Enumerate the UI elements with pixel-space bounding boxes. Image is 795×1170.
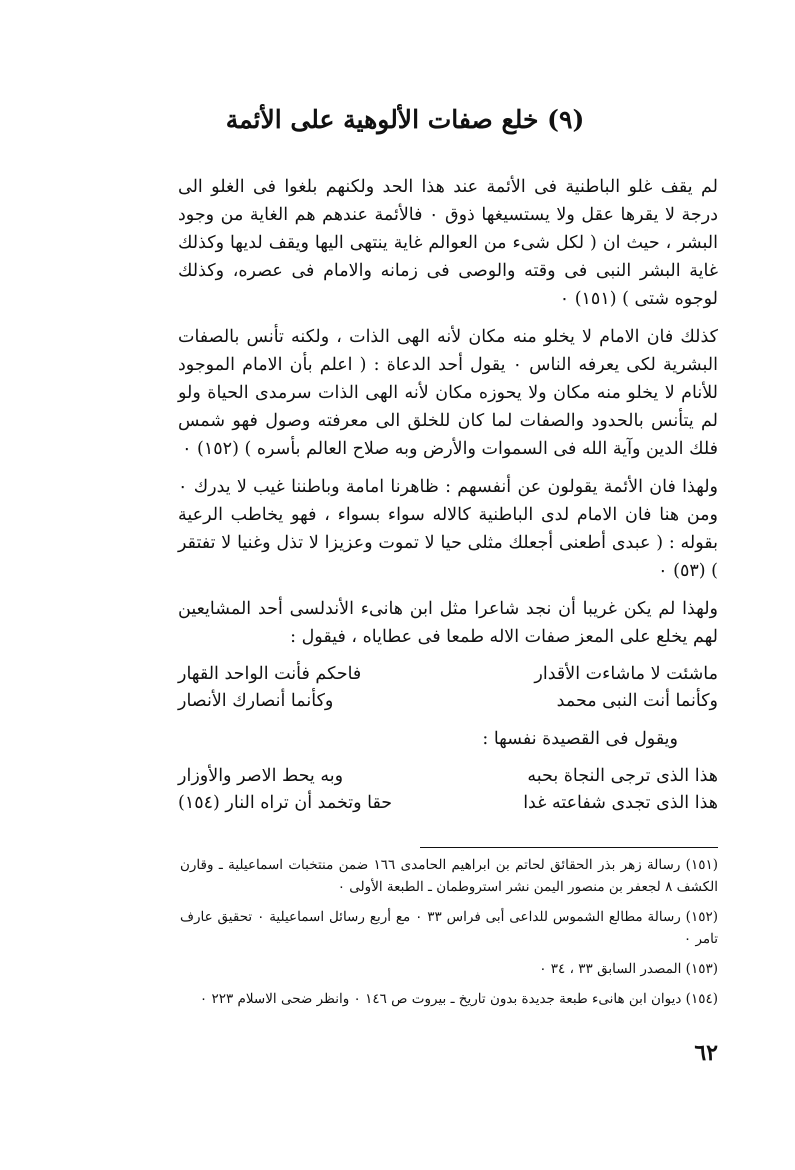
- verse-first-half: هذا الذى ترجى النجاة بحبه: [527, 766, 718, 786]
- verse-second-half: وكأنما أنصارك الأنصار: [178, 691, 334, 711]
- footnote: (١٥١) رسالة زهر بذر الحقائق لحاتم بن ابراهيم الحامدى ١٦٦ ضمن منتخبات اسماعيلية ـ وقارن الكشف ٨ لجعفر بن منصور اليمن نشر استروطمان ـ الطبعة الأولى ٠: [180, 857, 718, 895]
- verse-second-half: حقا وتخمد أن تراه النار (١٥٤): [178, 793, 393, 813]
- verse-line: [178, 790, 718, 817]
- footnotes: [180, 854, 718, 1018]
- verse-line: [178, 763, 718, 790]
- page-number: ٦٢: [694, 1040, 718, 1066]
- footnote-divider: [420, 847, 718, 848]
- verse-line: [178, 688, 718, 715]
- footnote: (١٥٣) المصدر السابق ٣٣ ، ٣٤ ٠: [539, 961, 718, 977]
- poem-block-1: [178, 661, 718, 715]
- verse-first-half: ماشئت لا ماشاءت الأقدار: [534, 664, 718, 684]
- verse-second-half: وبه يحط الاصر والأوزار: [178, 766, 344, 786]
- paragraph: ولهذا لم يكن غريبا أن نجد شاعرا مثل ابن هانىء الأندلسى أحد المشايعين لهم يخلع على المعز صفات الاله طمعا فى عطاياه ، فيقول :: [178, 599, 718, 647]
- verse-second-half: فاحكم فأنت الواحد القهار: [178, 664, 362, 684]
- footnote: (١٥٤) ديوان ابن هانىء طبعة جديدة بدون تاريخ ـ بيروت ص ١٤٦ ٠ وانظر ضحى الاسلام ٢٢٣ ٠: [199, 991, 718, 1007]
- chapter-title: (٩) خلع صفات الألوهية على الأئمة: [225, 105, 585, 134]
- paragraph: كذلك فان الامام لا يخلو منه مكان لأنه الهى الذات ، ولكنه تأنس بالصفات البشرية لكى يعرفه الناس ٠ يقول أحد الدعاة : ( اعلم بأن الامام الموجود للأنام لا يخلو منه مكان ولا يحوزه مكان لأنه الهى الذات سرمدى الحياة ولو لم يتأنس بالحدود والصفات لما كان للخلق الى معرفته وصول فهو شمس فلك الدين وآية الله فى السموات والأرض وبه صلاح العالم بأسره ) (١٥٢) ٠: [178, 327, 719, 459]
- footnote: (١٥٢) رسالة مطالع الشموس للداعى أبى فراس ٣٣ ٠ مع أربع رسائل اسماعيلية ٠ تحقيق عارف تامر ٠: [180, 909, 718, 947]
- paragraph: لم يقف غلو الباطنية فى الأئمة عند هذا الحد ولكنهم بلغوا فى الغلو الى درجة لا يقرها عقل ولا يستسيغها ذوق ٠ فالأئمة عندهم هم الغاية من وجود البشر ، حيث ان ( لكل شىء من العوالم غاية ينتهى اليها ويقف لديها وكذلك غاية البشر النبى فى وقته والوصى فى زمانه والامام فى عصره، وكذلك لوجوه شتى ) (١٥١) ٠: [178, 177, 719, 309]
- verse-intro: ويقول فى القصيدة نفسها :: [482, 729, 678, 749]
- verse-first-half: وكأنما أنت النبى محمد: [556, 691, 718, 711]
- poem-block-2: [178, 763, 718, 817]
- verse-first-half: هذا الذى تجدى شفاعته غدا: [523, 793, 718, 813]
- paragraph: ولهذا فان الأئمة يقولون عن أنفسهم : ظاهرنا امامة وباطننا غيب لا يدرك ٠ ومن هنا فان الامام لدى الباطنية كالاله سواء بسواء ، فهو يخاطب الرعية بقوله : ( عبدى أطعنى أجعلك مثلى حيا لا تموت وعزيزا لا تذل وغنيا لا تفتقر ) (٥٣) ٠: [178, 477, 718, 581]
- verse-line: [178, 661, 718, 688]
- main-text: [178, 173, 718, 817]
